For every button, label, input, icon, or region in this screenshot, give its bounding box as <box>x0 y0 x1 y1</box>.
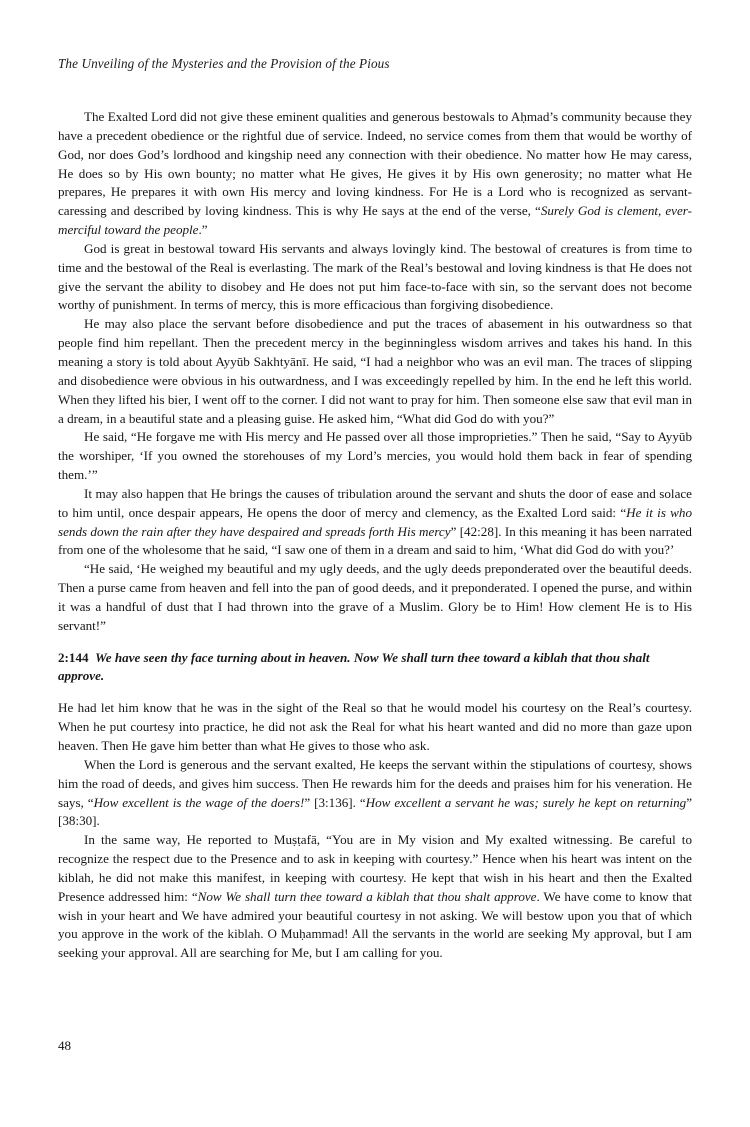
text-run: ” [3:136]. “ <box>304 794 366 810</box>
text-run: It may also happen that He brings the causes of tribulation around the servant and shuts the door of ease and solace to him until, once despair appears, He opens the door of mercy and clemency, as the Exalted Lord said: “ <box>58 485 692 520</box>
paragraph-p8 <box>58 756 692 831</box>
text-run: .” <box>198 222 208 238</box>
verse-heading <box>58 649 692 687</box>
paragraph-p6 <box>58 560 692 635</box>
text-run: . We have come to know that wish in your heart and We have admired your beautiful courtesy in not asking. We will bestow upon you that of which you approve in the work of the kiblah. O Muḥammad! All the servants in the world are seeking My approval, but I am seeking your approval. All are searching for Me, but I am calling for you. <box>58 888 692 961</box>
paragraph-p9 <box>58 831 692 963</box>
paragraph-p5 <box>58 485 692 560</box>
paragraph-p2 <box>58 240 692 315</box>
text-run: ” [38:30]. <box>58 794 692 829</box>
page-number: 48 <box>58 1038 72 1053</box>
running-head: The Unveiling of the Mysteries and the Provision of the Pious <box>58 56 390 71</box>
text-run: He had let him know that he was in the sight of the Real so that he would model his courtesy on the Real’s courtesy. When he put courtesy into practice, he did not ask the Real for what his heart wanted and did no more than gaze upon heaven. Then He gave him better than what He gives to those who ask. <box>58 700 692 753</box>
paragraph-p3 <box>58 315 692 428</box>
body-paragraphs-before-verse <box>58 108 692 636</box>
text-run: He said, “He forgave me with His mercy and He passed over all those improprieties.” Then he said, “Say to Ayyūb the worshiper, ‘If you owned the storehouses of my Lord’s mercies, you would hold them back in fear of spending them.’” <box>58 429 692 483</box>
text-run: ” [42:28]. In this meaning it has been narrated from one of the wholesome that he said, “I saw one of them in a dream and said to him, ‘What did God do with you?’ <box>58 523 692 558</box>
paragraph-p7 <box>58 699 692 756</box>
text-run: When the Lord is generous and the servant exalted, He keeps the servant within the stipulations of courtesy, shows him the road of deeds, and gives him success. Then He rewards him for the deeds and praises him for his veneration. He says, “ <box>58 756 692 810</box>
text-run: He may also place the servant before disobedience and put the traces of abasement in his outwardness so that people find him repellant. Then the precedent mercy in the beginningless wisdom arrives and takes his hand. In this meaning a story is told about Ayyūb Sakhtyānī. He said, “I had a neighbor who was an evil man. The traces of slipping and disobedience were obvious in his outwardness, and I was exceedingly repelled by him. In the end he left this world. When they lifted his bier, I went off to the corner. I did not want to pray for him. Then someone else saw that evil man in a dream, in a beautiful state and a pleasing guise. He asked him, “What did God do with you?” <box>58 316 692 426</box>
paragraph-p4 <box>58 428 692 485</box>
body-paragraphs-after-verse <box>58 699 692 963</box>
text-run: In the same way, He reported to Muṣṭafā, “You are in My vision and My exalted witnessing. Be careful to recognize the respect due to the Presence and to ask in keeping with courtesy.” Hence when his heart was intent on the kiblah, he did not make this manifest, in keeping with courtesy. He kept that wish in his heart and then the Exalted Presence addressed him: “ <box>58 832 692 904</box>
verse-reference: 2:144 <box>58 649 89 665</box>
text-run: The Exalted Lord did not give these eminent qualities and generous bestowals to Aḥmad’s community because they have a precedent obedience or the rightful due of service. Indeed, no service comes from them that would be worthy of God, nor does God’s lordhood and kingship need any connection with their obedience. No matter how He may caress, He does so by His own bounty; no matter what He gives, He gives it by His own generosity; no matter what He prepares, He prepares it with own His mercy and loving kindness. For He is a Lord who is recognized as servant-caressing and described by loving kindness. This is why He says at the end of the verse, “ <box>58 109 692 219</box>
verse-quote-text: We have seen thy face turning about in heaven. Now We shall turn thee toward a kiblah that thou shalt approve. <box>58 649 650 684</box>
quote-italic: He it is who sends down the rain after they have despaired and spreads forth His mercy <box>58 504 692 539</box>
text-run: God is great in bestowal toward His servants and always lovingly kind. The bestowal of creatures is from time to time and the bestowal of the Real is everlasting. The mark of the Real’s bestowal and loving kindness is that He does not give the servant the ability to disobey and He does not put him face-to-face with sin, so the servant does not become worthy of punishment. In terms of mercy, this is more efficacious than forgiving disobedience. <box>58 240 692 313</box>
text-run: “He said, ‘He weighed my beautiful and my ugly deeds, and the ugly deeds preponderated over the beautiful deeds. Then a purse came from heaven and fell into the pan of good deeds, and it preponderated. I opened the purse, and within it was a handful of dust that I had thrown into the grave of a Muslim. Glory be to Him! How clement He is to His servant!” <box>58 561 692 633</box>
quote-italic: Now We shall turn thee toward a kiblah that thou shalt approve <box>197 888 537 904</box>
quote-italic: How excellent is the wage of the doers! <box>93 794 305 810</box>
quote-italic: How excellent a servant he was; surely he kept on returning <box>365 794 687 810</box>
page-content <box>58 56 692 963</box>
paragraph-p1 <box>58 108 692 240</box>
quote-italic: Surely God is clement, ever-merciful toward the people <box>58 203 692 238</box>
